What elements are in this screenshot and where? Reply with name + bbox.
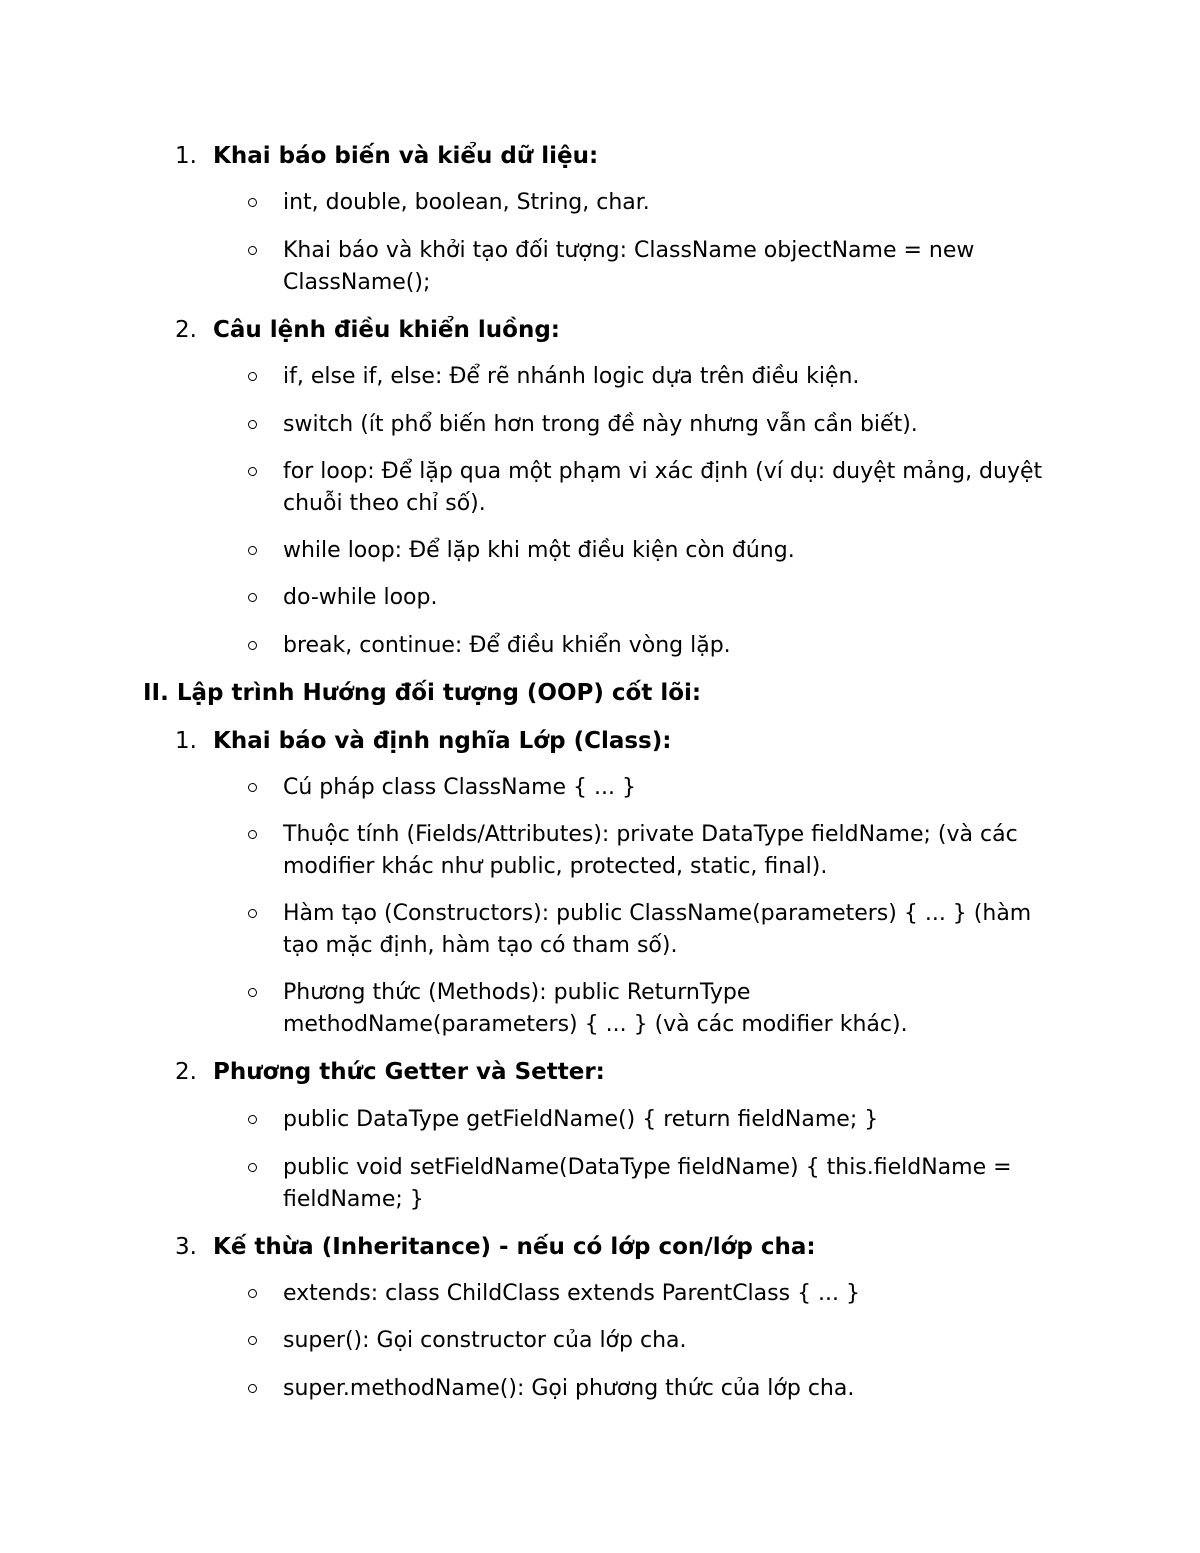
item-number: 1.: [175, 728, 197, 754]
list-item: public DataType getFieldName() { return fieldName; }: [248, 1104, 1048, 1136]
item-title: Khai báo biến và kiểu dữ liệu:: [213, 143, 599, 169]
circle-bullet-icon: [248, 372, 257, 381]
list-item: do-while loop.: [248, 582, 1048, 614]
numbered-heading: [175, 1231, 816, 1263]
circle-bullet-icon: [248, 246, 257, 255]
circle-bullet-icon: [248, 420, 257, 429]
circle-bullet-icon: [248, 593, 257, 602]
numbered-heading: [175, 314, 560, 346]
list-item: public void setFieldName(DataType fieldName) { this.fieldName = fieldName; }: [248, 1152, 1048, 1216]
circle-bullet-icon: [248, 909, 257, 918]
numbered-heading: [175, 725, 671, 757]
list-item: extends: class ChildClass extends ParentClass { ... }: [248, 1278, 1048, 1310]
list-item: break, continue: Để điều khiển vòng lặp.: [248, 630, 1048, 662]
circle-bullet-icon: [248, 1384, 257, 1393]
circle-bullet-icon: [248, 1163, 257, 1172]
list-item: super.methodName(): Gọi phương thức của lớp cha.: [248, 1373, 1048, 1405]
list-item: if, else if, else: Để rẽ nhánh logic dựa trên điều kiện.: [248, 361, 1048, 393]
numbered-heading: [175, 1056, 605, 1088]
circle-bullet-icon: [248, 546, 257, 555]
list-item: for loop: Để lặp qua một phạm vi xác định (ví dụ: duyệt mảng, duyệt chuỗi theo chỉ số).: [248, 456, 1048, 520]
circle-bullet-icon: [248, 1336, 257, 1345]
list-item: Cú pháp class ClassName { ... }: [248, 772, 1048, 804]
circle-bullet-icon: [248, 830, 257, 839]
item-title: Phương thức Getter và Setter:: [213, 1059, 605, 1085]
item-title: Kế thừa (Inheritance) - nếu có lớp con/lớp cha:: [213, 1234, 816, 1260]
circle-bullet-icon: [248, 988, 257, 997]
item-title: Câu lệnh điều khiển luồng:: [213, 317, 560, 343]
circle-bullet-icon: [248, 198, 257, 207]
circle-bullet-icon: [248, 783, 257, 792]
list-item: switch (ít phổ biến hơn trong đề này nhưng vẫn cần biết).: [248, 409, 1048, 441]
item-number: 3.: [175, 1234, 197, 1260]
item-number: 2.: [175, 1059, 197, 1085]
list-item: int, double, boolean, String, char.: [248, 187, 1048, 219]
circle-bullet-icon: [248, 1289, 257, 1298]
list-item: Khai báo và khởi tạo đối tượng: ClassName objectName = new ClassName();: [248, 235, 1048, 299]
item-number: 1.: [175, 143, 197, 169]
list-item: while loop: Để lặp khi một điều kiện còn đúng.: [248, 535, 1048, 567]
list-item: Phương thức (Methods): public ReturnType methodName(parameters) { ... } (và các modifier khác).: [248, 977, 1048, 1041]
circle-bullet-icon: [248, 1115, 257, 1124]
circle-bullet-icon: [248, 467, 257, 476]
item-title: Khai báo và định nghĩa Lớp (Class):: [213, 728, 672, 754]
section-heading: II. Lập trình Hướng đối tượng (OOP) cốt lõi:: [143, 680, 702, 706]
list-item: Thuộc tính (Fields/Attributes): private DataType fieldName; (và các modifier khác như public, protected, static, final).: [248, 819, 1048, 883]
list-item: Hàm tạo (Constructors): public ClassName(parameters) { ... } (hàm tạo mặc định, hàm tạo có tham số).: [248, 898, 1048, 962]
circle-bullet-icon: [248, 641, 257, 650]
item-number: 2.: [175, 317, 197, 343]
numbered-heading: [175, 140, 598, 172]
list-item: super(): Gọi constructor của lớp cha.: [248, 1325, 1048, 1357]
